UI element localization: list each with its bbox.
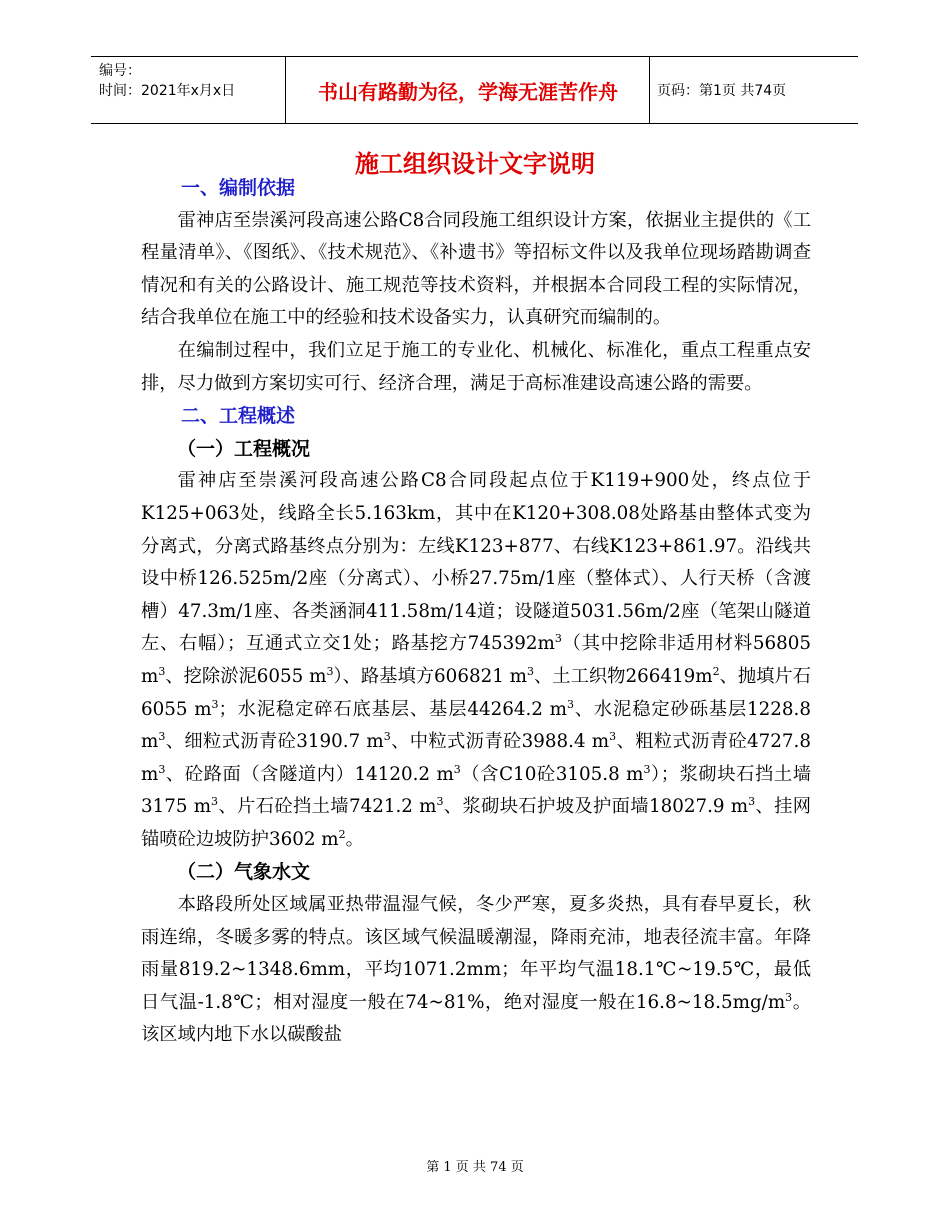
subsection-heading-climate: （二）气象水文	[177, 861, 311, 884]
paragraph-climate: 本路段所处区域属亚热带温湿气候，冬少严寒，夏多炎热，具有春早夏长，秋雨连绵，冬暖多雾的特点。该区域气候温暖潮湿，降雨充沛，地表径流丰富。年降雨量819.2~1348.6mm，平均1071.2mm；年平均气温18.1℃~19.5℃，最低日气温-1.8℃；相对湿度一般在74~81%，绝对湿度一般在$16.8\sim 18.5mg/m^3$。该区域内地下水以碳酸盐	[141, 894, 812, 1046]
document-body	[141, 172, 811, 1052]
section-heading-overview: 二、工程概述	[181, 405, 296, 428]
document-header	[91, 56, 858, 124]
header-divider-right	[649, 57, 650, 123]
header-page-info: 页码：第1页 共74页	[657, 83, 787, 99]
section-heading-basis: 一、编制依据	[181, 177, 296, 199]
header-motto: 书山有路勤为径，学海无涯苦作舟	[318, 79, 618, 104]
paragraph-project-overview: 雷神店至崇溪河段高速公路C8合同段起点位于K119+900处，终点位于K125+063处，线路全长5.163km，其中在K120+308.08处路基由整体式变为分离式，分离式路基终点分别为：左线K123+877、右线K123+861.97。沿线共设中桥126.525m/2座（分离式）、小桥27.75m/1座（整体式）、人行天桥（含渡槽）47.3m/1座、各类涵洞411.58m/14道；设隧道5031.56m/2座（笔架山隧道左、右幅）；互通式立交1处；路基挖方$745392m^3$（其中挖除非适用材料56805 $m^3$、挖除淤泥6055 $m^3$）、路基填方606821 $m^3$、土工织物$266419m^2$、抛填片石6055 $m^3$；水泥稳定碎石底基层、基层44264.2 $m^3$、水泥稳定砂砾基层1228.8 $m^3$、细粒式沥青砼3190.7 $m^3$、中粒式沥青砼3988.4 $m^3$、粗粒式沥青砼4727.8 $m^3$、砼路面（含隧道内）14120.2 $m^3$（含C10砼3105.8 $m^3$）；浆砌块石挡土墙3175 $m^3$、片石砼挡土墙7421.2 $m^3$、浆砌块石护坡及护面墙18027.9 $m^3$、挂网锚喷砼边坡防护3602 $m^2$。	[141, 470, 812, 850]
document-title: 施工组织设计文字说明	[355, 150, 595, 178]
paragraph-basis-1: 雷神店至崇溪河段高速公路C8合同段施工组织设计方案，依据业主提供的《工程量清单》、《图纸》、《技术规范》、《补遗书》等招标文件以及我单位现场踏勘调查情况和有关的公路设计、施工规范等技术资料，并根据本合同段工程的实际情况，结合我单位在施工中的经验和技术设备实力，认真研究而编制的。	[141, 209, 811, 329]
page-footer: 第 1 页 共 74 页	[426, 1160, 524, 1175]
header-divider-left	[285, 57, 286, 123]
paragraph-basis-2: 在编制过程中，我们立足于施工的专业化、机械化、标准化，重点工程重点安排，尽力做到方案切实可行、经济合理，满足于高标准建设高速公路的需要。	[141, 339, 811, 394]
header-number-label: 编号：	[99, 63, 141, 79]
subsection-heading-project: （一）工程概况	[177, 437, 311, 460]
header-time-label: 时间：2021年x月x日	[99, 83, 236, 99]
header-meta	[99, 61, 279, 101]
